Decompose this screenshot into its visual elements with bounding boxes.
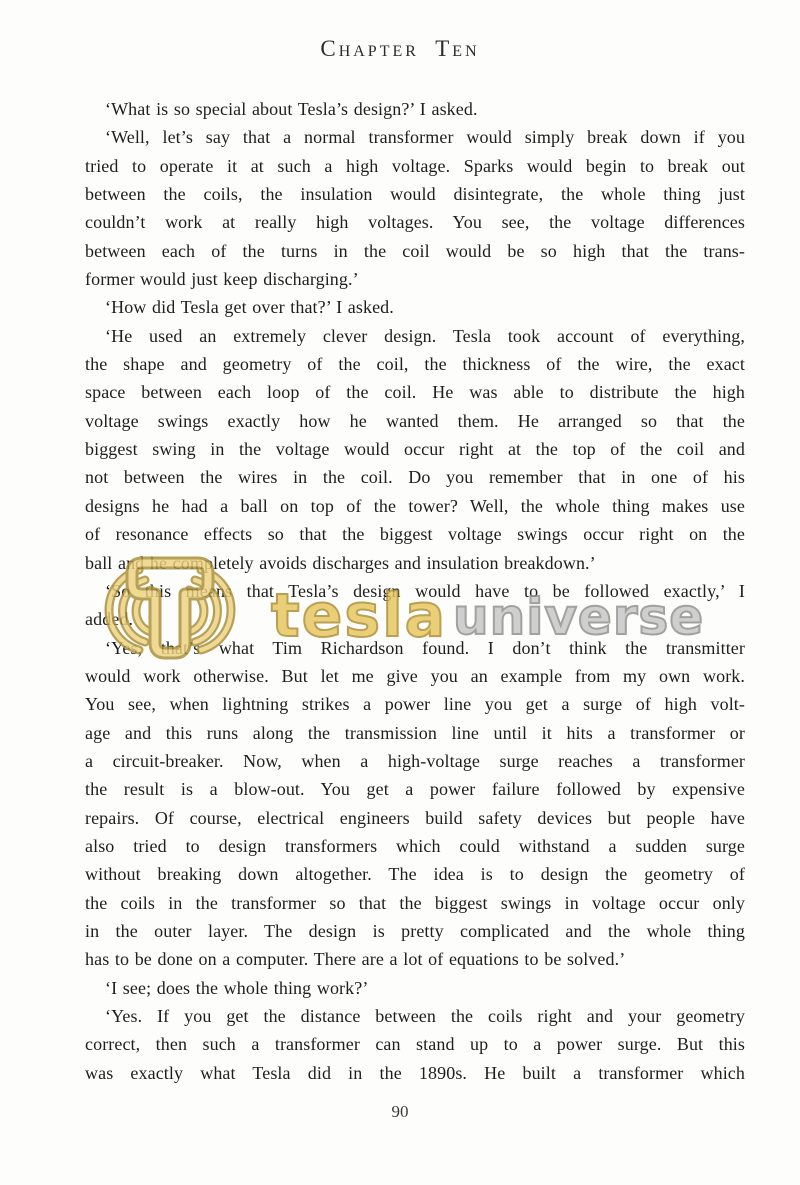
text-line: ‘What is so special about Tesla’s design?’ I asked. xyxy=(105,99,478,119)
text-line: ball and he completely avoids discharges and insulation breakdown.’ xyxy=(85,552,596,573)
text-line: ‘Well, let’s say that a normal transformer would simply break down if you xyxy=(105,127,745,148)
text-line: correct, then such a transformer can stand up to a power surge. But this xyxy=(85,1034,745,1055)
text-line: between the coils, the insulation would disintegrate, the whole thing just xyxy=(85,184,745,205)
text-line: the result is a blow-out. You get a power failure followed by expensive xyxy=(85,779,745,800)
text-line: was exactly what Tesla did in the 1890s. He built a transformer which xyxy=(85,1062,745,1083)
text-line: designs he had a ball on top of the tower? Well, the whole thing makes use xyxy=(85,495,745,516)
text-line: ‘Yes, that’s what Tim Richardson found. I don’t think the transmitter xyxy=(105,637,745,658)
text-line: the shape and geometry of the coil, the thickness of the wire, the exact xyxy=(85,354,745,375)
text-line: the coils in the transformer so that the biggest swings in voltage occur only xyxy=(85,892,745,913)
text-line: a circuit-breaker. Now, when a high-voltage surge reaches a transformer xyxy=(85,750,745,771)
text-line: biggest swing in the voltage would occur right at the top of the coil and xyxy=(85,439,745,460)
text-line: voltage swings exactly how he wanted them. He arranged so that the xyxy=(85,410,745,431)
text-line: between each of the turns in the coil would be so high that the trans- xyxy=(85,240,745,261)
text-line: former would just keep discharging.’ xyxy=(85,269,359,290)
text-line: in the outer layer. The design is pretty complicated and the whole thing xyxy=(85,920,745,941)
text-line: not between the wires in the coil. Do you remember that in one of his xyxy=(85,467,745,488)
page-number: 90 xyxy=(391,1102,409,1121)
chapter-heading: Chapter Ten xyxy=(320,36,480,61)
watermark-word-tesla: tesla xyxy=(271,581,448,651)
text-line: You see, when lightning strikes a power line you get a surge of high volt- xyxy=(85,694,745,715)
text-line: also tried to design transformers which could withstand a sudden surge xyxy=(85,835,745,856)
text-line: of resonance effects so that the biggest voltage swings occur right on the xyxy=(85,524,745,545)
text-line: tried to operate it at such a high voltage. Sparks would begin to break out xyxy=(85,155,745,176)
text-line: ‘I see; does the whole thing work?’ xyxy=(105,977,369,998)
text-line: would work otherwise. But let me give you an example from my own work. xyxy=(85,665,745,686)
text-line: repairs. Of course, electrical engineers build safety devices but people have xyxy=(85,807,745,828)
text-line: ‘Yes. If you get the distance between the coils right and your geometry xyxy=(105,1006,745,1026)
text-line: space between each loop of the coil. He was able to distribute the high xyxy=(85,382,745,403)
text-line: couldn’t work at really high voltages. You see, the voltage differences xyxy=(85,212,745,233)
text-line: ‘He used an extremely clever design. Tesla took account of everything, xyxy=(105,325,745,346)
text-line: ‘So this means that Tesla’s design would have to be followed exactly,’ I xyxy=(105,580,745,601)
text-line: without breaking down altogether. The idea is to design the geometry of xyxy=(85,864,745,885)
watermark-word-universe: universe xyxy=(453,588,705,646)
text-line: added. xyxy=(85,609,134,630)
text-line: ‘How did Tesla get over that?’ I asked. xyxy=(105,297,394,318)
page-body xyxy=(85,95,745,1087)
text-line: has to be done on a computer. There are a lot of equations to be solved.’ xyxy=(85,949,626,970)
text-line: age and this runs along the transmission line until it hits a transformer or xyxy=(85,722,745,743)
